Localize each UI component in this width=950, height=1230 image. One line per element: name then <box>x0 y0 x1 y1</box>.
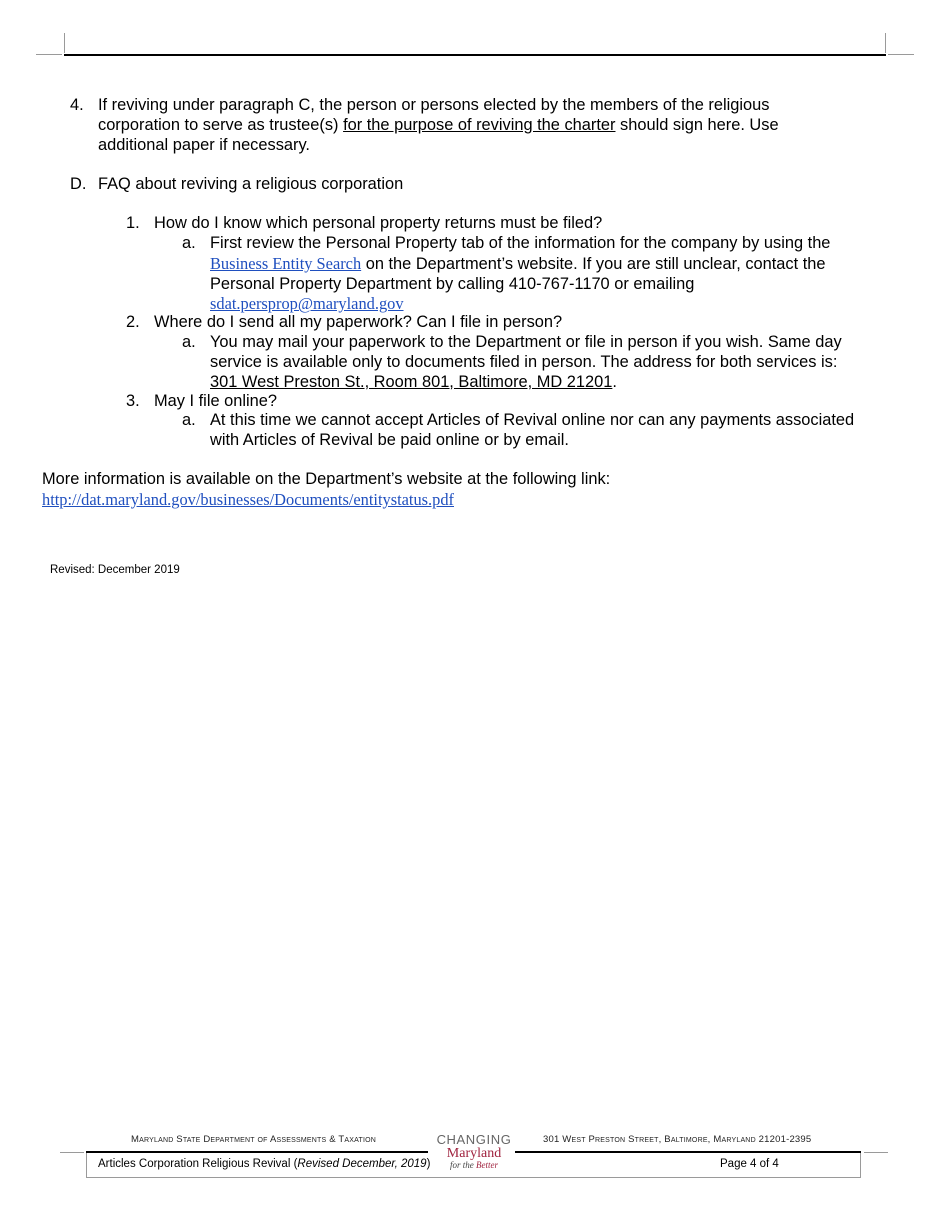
faq2-answer-line1: You may mail your paperwork to the Department or file in person if you wish. Same day <box>210 333 842 351</box>
logo-better: Better <box>476 1160 498 1170</box>
footer-doc-title-close: ) <box>426 1158 431 1170</box>
footer-rule-right <box>515 1151 861 1153</box>
faq3-answer-letter: a. <box>182 411 196 429</box>
faq2-answer <box>210 333 900 392</box>
footer-box-left-border <box>86 1153 87 1178</box>
faq2-answer-period: . <box>612 372 617 391</box>
faq1-answer-line3: Personal Property Department by calling 410-767-1170 or emailing <box>210 274 695 293</box>
item4-number: 4. <box>70 96 84 114</box>
entity-status-link[interactable]: http://dat.maryland.gov/businesses/Documents/entitystatus.pdf <box>42 490 454 509</box>
more-info-text: More information is available on the Department’s website at the following link: <box>42 470 611 488</box>
item4-text <box>98 96 898 155</box>
section-d-heading: FAQ about reviving a religious corporation <box>98 175 404 193</box>
header-corner-left-vertical <box>64 33 65 53</box>
faq2-answer-line2: service is available only to documents filed in person. The address for both services is: <box>210 352 838 371</box>
faq1-number: 1. <box>126 214 140 232</box>
header-rule <box>64 54 886 56</box>
header-corner-left-horizontal <box>36 54 62 55</box>
faq1-answer-line2 <box>210 254 900 275</box>
footer-box-right-border <box>860 1153 861 1178</box>
faq3-question: May I file online? <box>154 392 277 410</box>
header-corner-right-horizontal <box>888 54 914 55</box>
faq2-answer-line3 <box>210 373 900 393</box>
header-corner-right-vertical <box>885 33 886 53</box>
logo-for-the: for the <box>450 1160 474 1170</box>
faq1-question: How do I know which personal property returns must be filed? <box>154 214 603 232</box>
faq3-answer-line2: with Articles of Revival be paid online or by email. <box>210 430 569 449</box>
section-d-letter: D. <box>70 175 87 193</box>
footer-doc-title <box>98 1158 430 1170</box>
faq1-answer-line1: First review the Personal Property tab of the information for the company by using the <box>210 234 831 252</box>
footer-box-bottom-border <box>86 1177 861 1178</box>
footer-agency: Maryland State Department of Assessments & Taxation <box>131 1134 377 1145</box>
footer-corner-left-horizontal <box>60 1152 84 1153</box>
footer-rule-left <box>86 1151 428 1153</box>
revised-date: Revised: December 2019 <box>50 564 180 576</box>
footer-address: 301 West Preston Street, Baltimore, Maryland 21201-2395 <box>543 1134 812 1145</box>
footer-corner-right-horizontal <box>864 1152 888 1153</box>
faq2-number: 2. <box>126 313 140 331</box>
faq1-answer-letter: a. <box>182 234 196 252</box>
footer-doc-title-main: Articles Corporation Religious Revival ( <box>98 1158 298 1170</box>
logo-maryland: Maryland <box>446 1146 502 1161</box>
persprop-email-link[interactable]: sdat.persprop@maryland.gov <box>210 294 404 314</box>
footer-page-number: Page 4 of 4 <box>720 1158 779 1170</box>
faq2-answer-letter: a. <box>182 333 196 351</box>
logo-for-the-better <box>428 1160 520 1171</box>
item4-line2-underlined: for the purpose of reviving the charter <box>343 115 616 134</box>
faq2-question: Where do I send all my paperwork? Can I file in person? <box>154 313 563 331</box>
logo-changing: CHANGING <box>436 1132 512 1147</box>
item4-line2-pre: corporation to serve as trustee(s) <box>98 115 344 134</box>
item4-line3: additional paper if necessary. <box>98 135 310 154</box>
item4-line2-post: should sign here. Use <box>615 115 779 134</box>
faq3-answer-line1: At this time we cannot accept Articles of Revival online nor can any payments associated <box>210 411 855 429</box>
footer-logo <box>428 1133 520 1177</box>
faq1-answer <box>210 234 900 315</box>
faq1-answer-line2-post: on the Department’s website. If you are still unclear, contact the <box>361 254 826 273</box>
faq3-number: 3. <box>126 392 140 410</box>
footer-doc-title-italic: Revised December, 2019 <box>297 1158 427 1170</box>
business-entity-search-link[interactable]: Business Entity Search <box>210 253 362 273</box>
item4-line2 <box>98 116 898 136</box>
department-address: 301 West Preston St., Room 801, Baltimore, MD 21201 <box>210 372 613 391</box>
faq3-answer <box>210 411 910 451</box>
item4-line1: If reviving under paragraph C, the person or persons elected by the members of the religious <box>98 96 770 114</box>
